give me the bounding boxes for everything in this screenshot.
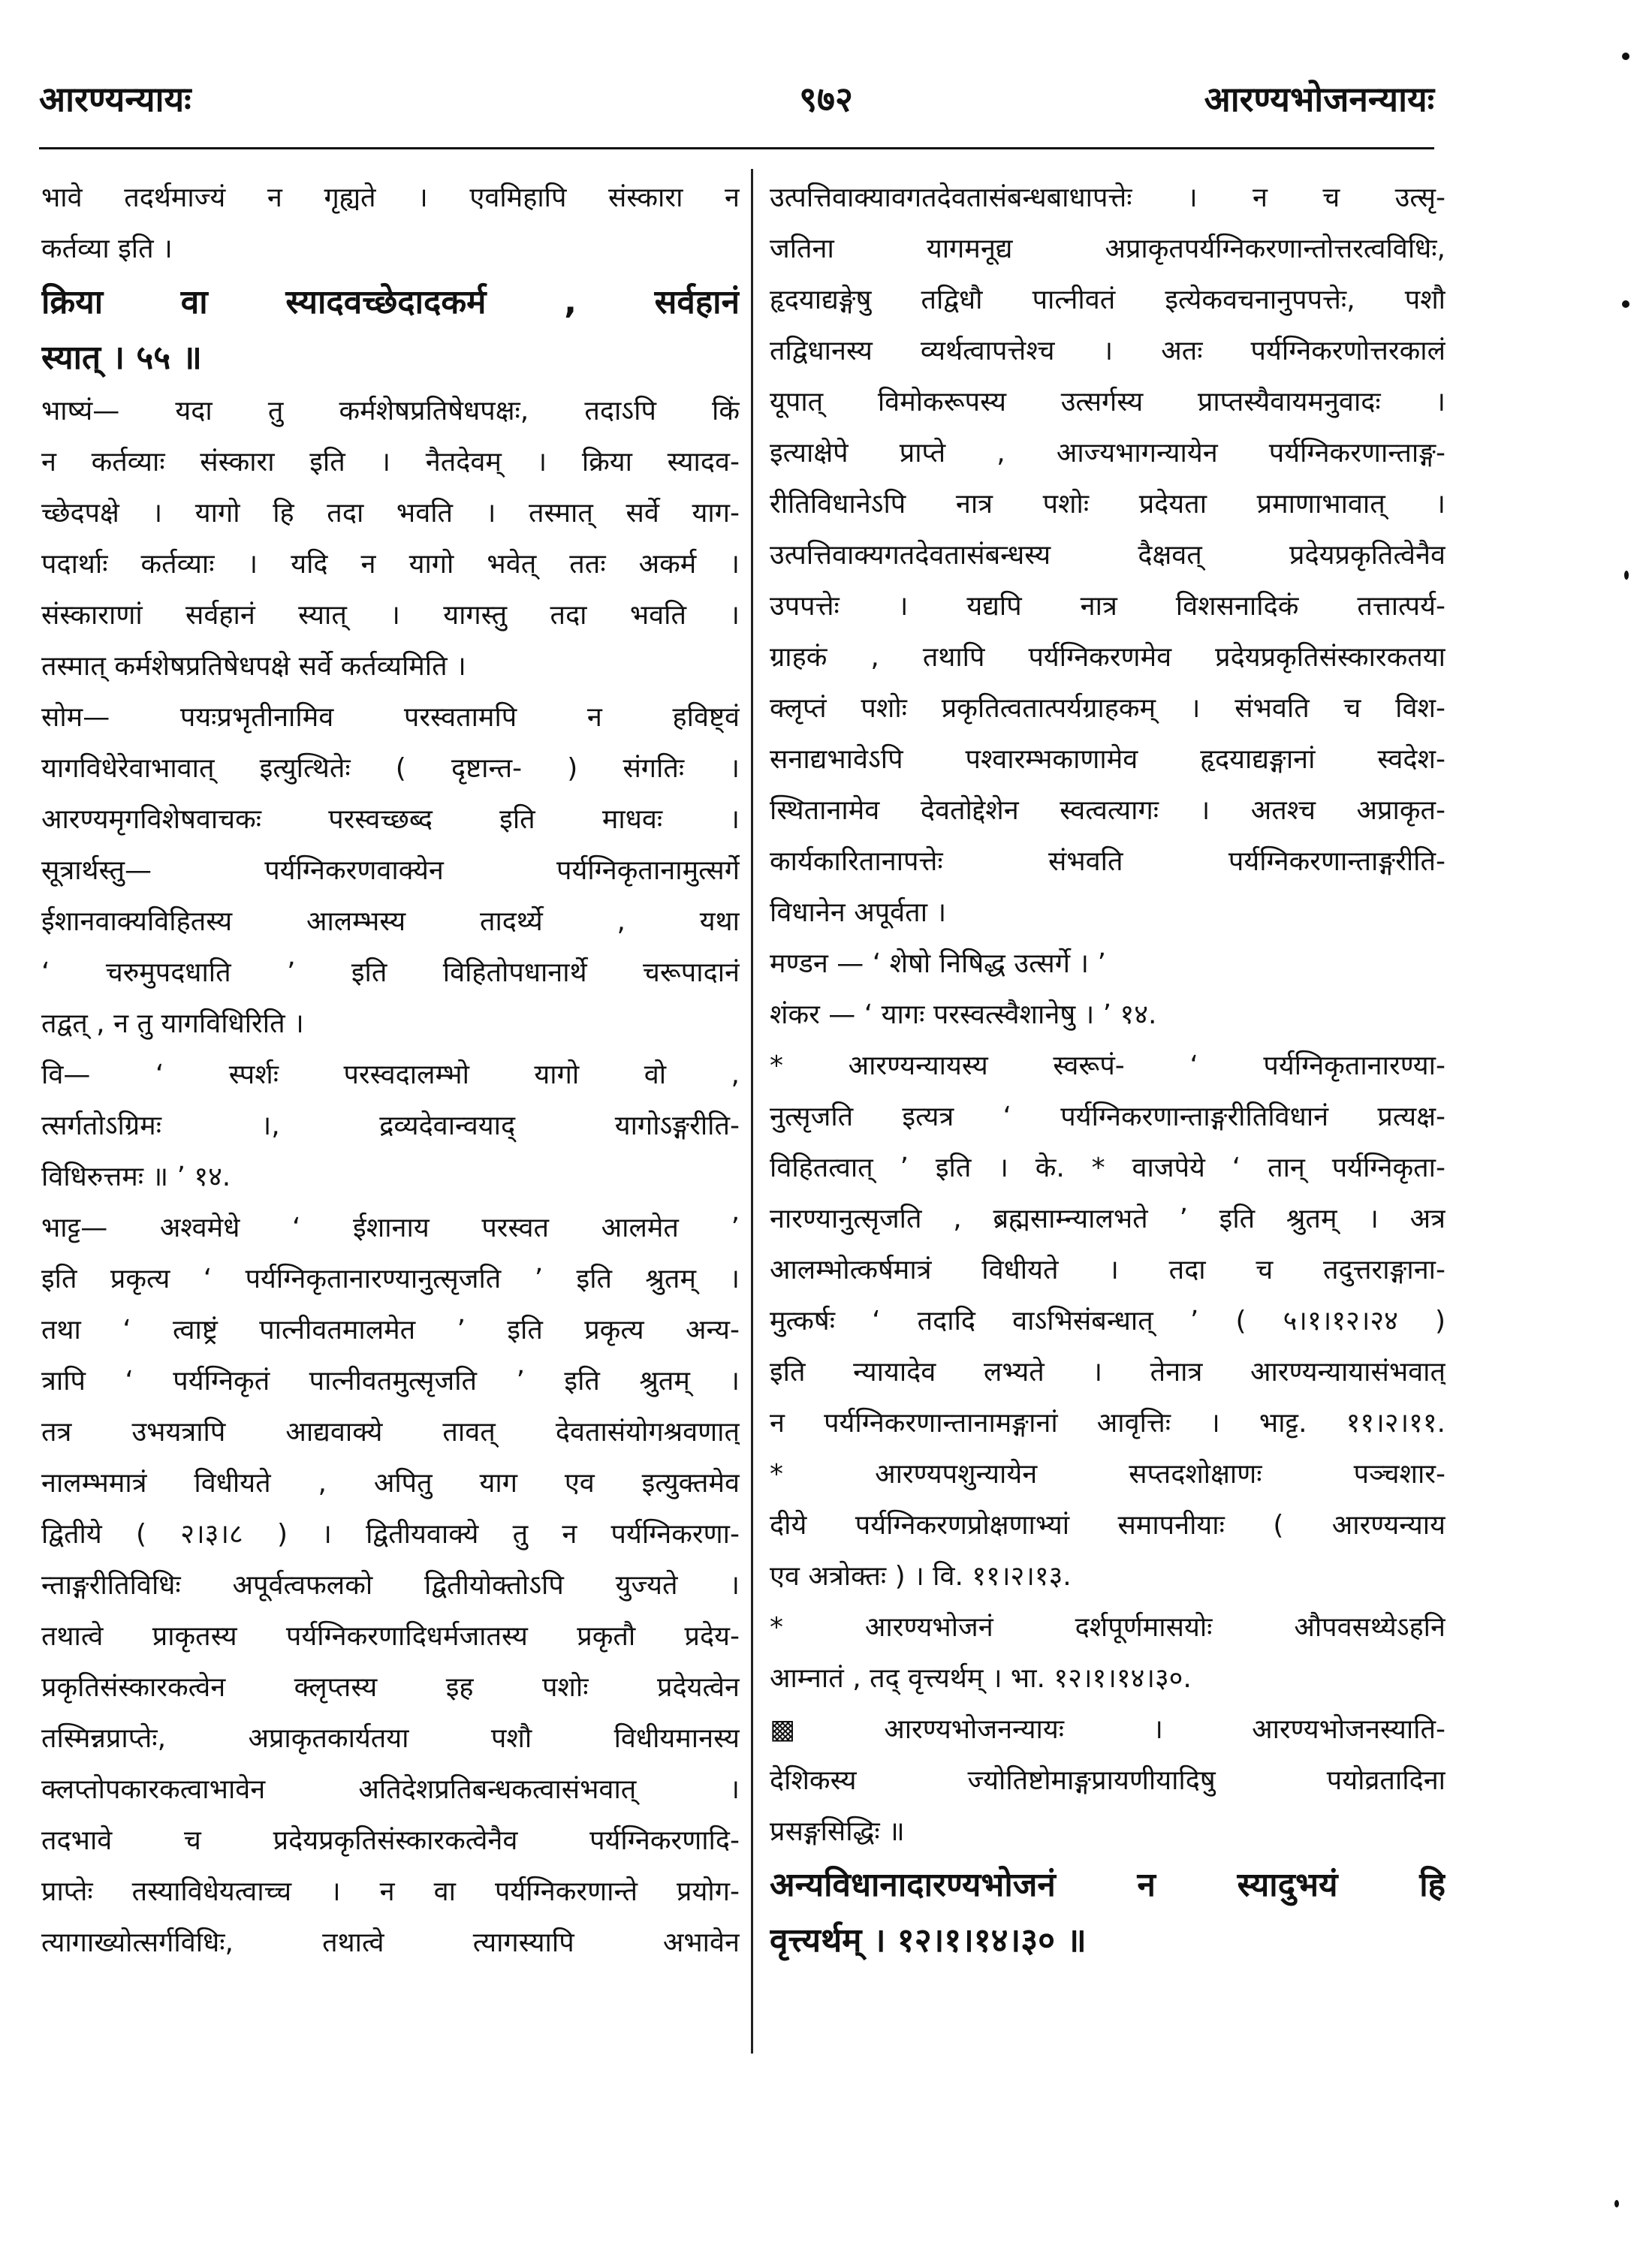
text-line: नालम्भमात्रं विधीयते , अपितु याग एव इत्युक्तमेव (41, 1468, 740, 1499)
text-line: भावे तदर्थमाज्यं न गृह्यते । एवमिहापि संस्कारा न (41, 182, 740, 213)
text-line: तथा ‘ त्वाष्ट्रं पात्नीवतमालमेत ’ इति प्रकृत्य अन्य- (41, 1315, 740, 1345)
text-line: तथात्वे प्राकृतस्य पर्यग्निकरणादिधर्मजातस्य प्रकृतौ प्रदेय- (41, 1621, 740, 1652)
text-line: क्रिया वा स्यादवच्छेदादकर्म , सर्वहानं (41, 283, 740, 321)
text-line: दीये पर्यग्निकरणप्रोक्षणाभ्यां समापनीयाः ( आरण्यन्याय (770, 1510, 1446, 1541)
text-line: द्वितीये ( २।३।८ ) । द्वितीयवाक्ये तु न पर्यग्निकरणा- (41, 1519, 740, 1550)
text-line: तद्विधानस्य व्यर्थत्वापत्तेश्च । अतः पर्यग्निकरणोत्तरकालं (770, 336, 1446, 366)
text-line: संस्काराणां सर्वहानं स्यात् । यागस्तु तदा भवति । (41, 600, 740, 631)
running-head-left: आरण्यन्यायः (39, 79, 191, 119)
text-line: आम्नातं , तद् वृत्त्यर्थम् । भा. १२।१।१४।३०. (770, 1663, 1192, 1694)
text-line: च्छेदपक्षे । यागो हि तदा भवति । तस्मात् सर्वे याग- (41, 498, 740, 529)
text-line: विधानेन अपूर्वता । (770, 897, 947, 928)
text-line: मुत्कर्षः ‘ तदादि वाऽभिसंबन्धात् ’ ( ५।१।१२।२४ ) (770, 1306, 1446, 1336)
text-line: कार्यकारितानापत्तेः संभवति पर्यग्निकरणान्ताङ्गरीति- (770, 846, 1446, 877)
text-line: आलम्भोत्कर्षमात्रं विधीयते । तदा च तदुत्तराङ्गाना- (770, 1255, 1446, 1285)
text-line: उपपत्तेः । यद्यपि नात्र विशसनादिकं तत्तात्पर्य- (770, 591, 1446, 622)
text-line: ग्राहकं , तथापि पर्यग्निकरणमेव प्रदेयप्रकृतिसंस्कारकतया (770, 642, 1446, 673)
text-line: भाष्यं— यदा तु कर्मशेषप्रतिषेधपक्षः, तदाऽपि किं (41, 396, 740, 426)
scan-speck (1622, 300, 1629, 308)
text-line: भाट्ट— अश्वमेधे ‘ ईशानाय परस्वत आलमेत ’ (41, 1213, 740, 1243)
text-line: त्रापि ‘ पर्यग्निकृतं पात्नीवतमुत्सृजति ’ इति श्रुतम् । (41, 1366, 740, 1397)
text-line: तस्मात् कर्मशेषप्रतिषेधपक्षे सर्वे कर्तव्यमिति । (41, 651, 466, 682)
text-line: इति न्यायादेव लभ्यते । तेनात्र आरण्यन्यायासंभवात् (770, 1357, 1446, 1388)
text-line: प्रकृतिसंस्कारकत्वेन क्लृप्तस्य इह पशोः प्रदेयत्वेन (41, 1672, 740, 1703)
text-line: विहितत्वात् ’ इति । के. * वाजपेये ‘ तान् पर्यग्निकृता- (770, 1153, 1446, 1183)
text-line: * आरण्यपशुन्यायेन सप्तदशोक्षाणः पञ्चशार- (770, 1459, 1446, 1490)
text-line: तद्वत् , न तु यागविधिरिति । (41, 1008, 304, 1039)
scan-speck (1614, 2200, 1619, 2207)
running-head-right: आरण्यभोजनन्यायः (1204, 79, 1434, 119)
text-line: देशिकस्य ज्योतिष्टोमाङ्गप्रायणीयादिषु पयोव्रतादिना (770, 1765, 1446, 1796)
text-line: प्रसङ्गसिद्धिः ॥ (770, 1816, 905, 1847)
text-line: त्यागाख्योत्सर्गविधिः, तथात्वे त्यागस्यापि अभावेन (41, 1927, 740, 1958)
header-rule (39, 147, 1434, 149)
text-line: स्यात् । ५५ ॥ (41, 339, 202, 377)
text-line: उत्पत्तिवाक्यगतदेवतासंबन्धस्य दैक्षवत् प्रदेयप्रकृतित्वेनैव (770, 540, 1446, 571)
text-line: तत्र उभयत्रापि आद्यवाक्ये तावत् देवतासंयोगश्रवणात् (41, 1417, 740, 1448)
text-line: इति प्रकृत्य ‘ पर्यग्निकृतानारण्यानुत्सृजति ’ इति श्रुतम् । (41, 1264, 740, 1294)
text-line: * आरण्यभोजनं दर्शपूर्णमासयोः औपवसथ्येऽहनि (770, 1612, 1446, 1643)
text-line: हृदयाद्यङ्गेषु तद्विधौ पात्नीवतं इत्येकवचनानुपपत्तेः, पशौ (770, 285, 1446, 315)
text-line: नुत्सृजति इत्यत्र ‘ पर्यग्निकरणान्ताङ्गरीतिविधानं प्रत्यक्ष- (770, 1101, 1446, 1132)
text-line: ईशानवाक्यविहितस्य आलम्भस्य तादर्थ्ये , यथा (41, 906, 740, 937)
scan-speck (1622, 53, 1629, 60)
text-line: सूत्रार्थस्तु— पर्यग्निकरणवाक्येन पर्यग्निकृतानामुत्सर्गे (41, 855, 740, 886)
text-line: ‘ चरुमुपदधाति ’ इति विहितोपधानार्थे चरूपादानं (41, 957, 740, 988)
text-line: इत्याक्षेपे प्राप्ते , आज्यभागन्यायेन पर्यग्निकरणान्ताङ्ग- (770, 438, 1446, 469)
text-line: अन्यविधानादारण्यभोजनं न स्यादुभयं हि (770, 1866, 1446, 1904)
text-line: एव अत्रोक्तः ) । वि. ११।२।१३. (770, 1561, 1072, 1592)
text-line: कर्तव्या इति । (41, 234, 173, 264)
text-line: शंकर — ‘ यागः परस्वत्स्वैशानेषु । ’ १४. (770, 999, 1157, 1030)
text-line: विधिरुत्तमः ॥ ’ १४. (41, 1162, 231, 1192)
text-line: न कर्तव्याः संस्कारा इति । नैतदेवम् । क्रिया स्यादव- (41, 447, 740, 478)
text-line: सनाद्यभावेऽपि पश्वारम्भकाणामेव हृदयाद्यङ्गानां स्वदेश- (770, 744, 1446, 775)
text-line: ▩ आरण्यभोजनन्यायः । आरण्यभोजनस्याति- (770, 1714, 1446, 1745)
text-line: नारण्यानुत्सृजति , ब्रह्मसाम्न्यालभते ’ इति श्रुतम् । अत्र (770, 1204, 1446, 1234)
text-line: रीतिविधानेऽपि नात्र पशोः प्रदेयता प्रमाणाभावात् । (770, 489, 1446, 520)
scan-speck (1624, 571, 1629, 580)
page-number: ९७२ (799, 79, 853, 119)
text-line: पदार्थाः कर्तव्याः । यदि न यागो भवेत् ततः अकर्म । (41, 549, 740, 580)
text-line: वृत्त्यर्थम् । १२।१।१४।३० ॥ (770, 1921, 1087, 1960)
column-divider (751, 169, 753, 2054)
text-line: तस्मिन्नप्राप्तेः, अप्राकृतकार्यतया पशौ विधीयमानस्य (41, 1723, 740, 1754)
text-line: * आरण्यन्यायस्य स्वरूपं- ‘ पर्यग्निकृतानारण्या- (770, 1050, 1446, 1081)
text-line: सोम— पयःप्रभृतीनामिव परस्वतामपि न हविष्ट्वं (41, 702, 740, 733)
text-line: आरण्यमृगविशेषवाचकः परस्वच्छब्द इति माधवः । (41, 804, 740, 835)
text-line: क्लृप्तं पशोः प्रकृतित्वतात्पर्यग्राहकम् । संभवति च विश- (770, 693, 1446, 724)
text-line: जतिना यागमनूद्य अप्राकृतपर्यग्निकरणान्तोत्तरत्वविधिः, (770, 234, 1446, 264)
text-line: मण्डन — ‘ शेषो निषिद्ध उत्सर्गे । ’ (770, 948, 1106, 979)
right-column (770, 173, 1446, 1969)
text-line: यूपात् विमोकरूपस्य उत्सर्गस्य प्राप्तस्यैवायमनुवादः । (770, 387, 1446, 417)
text-line: स्थितानामेव देवतोद्देशेन स्वत्वत्यागः । अतश्च अप्राकृत- (770, 795, 1446, 826)
text-line: उत्पत्तिवाक्यावगतदेवतासंबन्धबाधापत्तेः । न च उत्सृ- (770, 182, 1446, 213)
text-line: त्सर्गतोऽग्रिमः ।, द्रव्यदेवान्वयाद् यागोऽङ्गरीति- (41, 1110, 740, 1141)
text-line: तदभावे च प्रदेयप्रकृतिसंस्कारकत्वेनैव पर्यग्निकरणादि- (41, 1825, 740, 1856)
text-line: प्राप्तेः तस्याविधेयत्वाच्च । न वा पर्यग्निकरणान्ते प्रयोग- (41, 1876, 740, 1907)
left-column (41, 173, 740, 1969)
text-line: वि— ‘ स्पर्शः परस्वदालम्भो यागो वो , (41, 1059, 740, 1090)
text-line: यागविधेरेवाभावात् इत्युत्थितेः ( दृष्टान्त- ) संगतिः । (41, 753, 740, 784)
text-line: न पर्यग्निकरणान्तानामङ्गानां आवृत्तिः । भाट्ट. ११।२।११. (770, 1408, 1446, 1439)
text-line: न्ताङ्गरीतिविधिः अपूर्वत्वफलको द्वितीयोक्तोऽपि युज्यते । (41, 1570, 740, 1601)
text-line: क्लप्तोपकारकत्वाभावेन अतिदेशप्रतिबन्धकत्वासंभवात् । (41, 1774, 740, 1805)
